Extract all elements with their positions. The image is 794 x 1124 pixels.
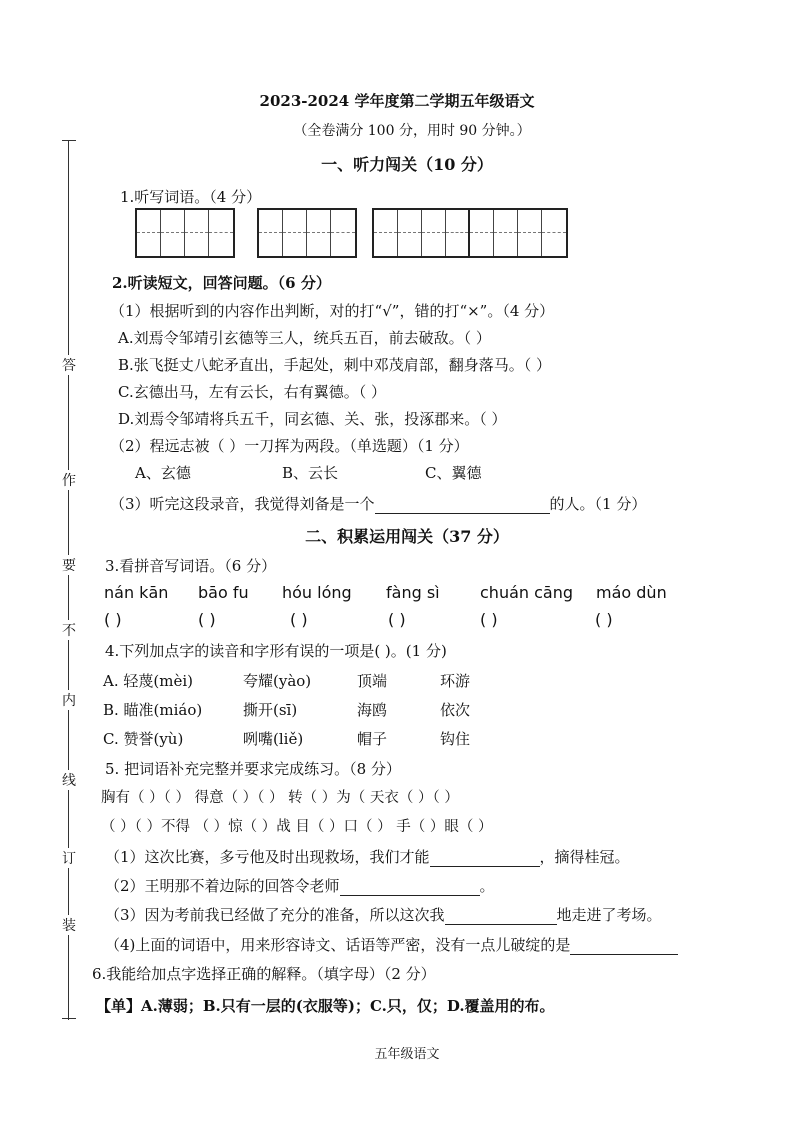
pinyin-3: hóu lóng bbox=[282, 583, 352, 602]
q5-3-prefix: （3）因为考前我已经做了充分的准备，所以这次我 bbox=[105, 906, 445, 924]
option-c-word-4: 钩住 bbox=[440, 730, 471, 748]
question-5-part-1[interactable] bbox=[105, 846, 630, 867]
question-5-part-4[interactable] bbox=[105, 934, 678, 955]
seal-tick bbox=[62, 140, 76, 141]
pinyin-6: máo dùn bbox=[596, 583, 667, 602]
answer-blank[interactable] bbox=[340, 895, 480, 896]
exam-title: 2023-2024 学年度第二学期五年级语文 bbox=[259, 92, 535, 110]
question-4[interactable]: 4.下列加点字的读音和字形有误的一项是( )。(1 分) bbox=[105, 642, 447, 660]
option-b-word-1[interactable]: B. 瞄准(miáo) bbox=[103, 701, 203, 719]
q5-1-suffix: ，摘得桂冠。 bbox=[539, 848, 630, 866]
seal-char: 要 bbox=[58, 555, 80, 575]
question-6: 6.我能给加点字选择正确的解释。（填字母）（2 分） bbox=[92, 965, 436, 983]
question-3: 3.看拼音写词语。（6 分） bbox=[105, 557, 277, 575]
footer-label: 五年级语文 bbox=[374, 1047, 440, 1062]
pinyin-answer-3[interactable]: ( ) bbox=[290, 610, 308, 629]
judge-item-a[interactable]: A.刘焉令邹靖引玄德等三人，统兵五百，前去破敌。（ ） bbox=[118, 329, 491, 347]
idiom-fill-row-1[interactable]: 胸有（ ）（ ） 得意（ ）（ ） 转（ ）为（ 天衣（ ）（ ） bbox=[101, 790, 459, 806]
option-c-word-1[interactable]: C. 赞誉(yù) bbox=[103, 730, 184, 748]
section-2-title: 二、积累运用闯关（37 分） bbox=[305, 527, 509, 546]
answer-blank[interactable] bbox=[570, 954, 678, 955]
q5-2-prefix: （2）王明那不着边际的回答令老师 bbox=[105, 877, 340, 895]
idiom-fill-row-2[interactable]: （ ）（ ）不得 （ ）惊（ ）战 目（ ）口（ ） 手（ ）眼（ ） bbox=[101, 819, 493, 835]
choice-option-a[interactable]: A、玄德 bbox=[135, 464, 191, 482]
section-1-title: 一、听力闯关（10 分） bbox=[321, 155, 493, 174]
pinyin-2: bāo fu bbox=[198, 583, 249, 602]
option-b-word-4: 依次 bbox=[440, 701, 471, 719]
seal-char: 装 bbox=[58, 915, 80, 935]
option-c-word-2: 咧嘴(liě) bbox=[243, 730, 304, 748]
option-b-word-2: 撕开(sī) bbox=[243, 701, 298, 719]
question-2: 2.听读短文，回答问题。（6 分） bbox=[112, 274, 331, 292]
pinyin-1: nán kān bbox=[104, 583, 169, 602]
judge-item-c[interactable]: C.玄德出马，左有云长，右有翼德。（ ） bbox=[118, 383, 386, 401]
dictation-grid-3[interactable] bbox=[372, 208, 568, 258]
question-2-part-2[interactable]: （2）程远志被（ ）一刀挥为两段。（单选题）（1 分） bbox=[110, 437, 469, 455]
option-a-word-1[interactable]: A. 轻蔑(mèi) bbox=[103, 672, 193, 690]
seal-tick bbox=[62, 1018, 76, 1019]
q5-4-prefix: （4)上面的词语中，用来形容诗文、话语等严密，没有一点儿破绽的是 bbox=[105, 936, 571, 954]
seal-char: 线 bbox=[58, 770, 80, 790]
question-5: 5. 把词语补充完整并要求完成练习。（8 分） bbox=[105, 760, 401, 778]
option-a-word-2: 夸耀(yào) bbox=[243, 672, 312, 690]
question-2-part-3[interactable] bbox=[110, 493, 646, 514]
choice-option-c[interactable]: C、翼德 bbox=[425, 464, 482, 482]
answer-blank[interactable] bbox=[430, 866, 540, 867]
question-5-part-2[interactable] bbox=[105, 875, 495, 896]
pinyin-answer-5[interactable]: ( ) bbox=[480, 610, 498, 629]
seal-char: 内 bbox=[58, 690, 80, 710]
choice-option-b[interactable]: B、云长 bbox=[282, 464, 339, 482]
seal-char: 作 bbox=[58, 470, 80, 490]
option-a-word-3: 顶端 bbox=[357, 672, 388, 690]
pinyin-answer-2[interactable]: ( ) bbox=[198, 610, 216, 629]
q5-3-suffix: 地走进了考场。 bbox=[556, 906, 662, 924]
seal-char: 答 bbox=[58, 355, 80, 375]
seal-char: 不 bbox=[58, 620, 80, 640]
judge-item-b[interactable]: B.张飞挺丈八蛇矛直出，手起处，刺中邓茂肩部，翻身落马。（ ） bbox=[118, 356, 552, 374]
answer-blank[interactable] bbox=[445, 924, 557, 925]
pinyin-answer-4[interactable]: ( ) bbox=[388, 610, 406, 629]
question-6-definitions: 【单】A.薄弱；B.只有一层的(衣服等)；C.只，仅；D.覆盖用的布。 bbox=[96, 997, 555, 1015]
pinyin-5: chuán cāng bbox=[480, 583, 574, 602]
pinyin-answer-1[interactable]: ( ) bbox=[104, 610, 122, 629]
exam-subtitle: （全卷满分 100 分，用时 90 分钟。） bbox=[293, 123, 531, 139]
q2-3-prefix: （3）听完这段录音，我觉得刘备是一个 bbox=[110, 495, 375, 513]
dictation-grid-2[interactable] bbox=[257, 208, 357, 258]
option-c-word-3: 帽子 bbox=[357, 730, 388, 748]
option-b-word-3: 海鸥 bbox=[357, 701, 388, 719]
q5-2-suffix: 。 bbox=[479, 877, 495, 895]
seal-char: 订 bbox=[58, 848, 80, 868]
question-5-part-3[interactable] bbox=[105, 904, 662, 925]
pinyin-4: fàng sì bbox=[386, 583, 440, 602]
judge-item-d[interactable]: D.刘焉令邹靖将兵五千，同玄德、关、张，投涿郡来。（ ） bbox=[118, 410, 507, 428]
q5-1-prefix: （1）这次比赛，多亏他及时出现救场，我们才能 bbox=[105, 848, 430, 866]
pinyin-answer-6[interactable]: ( ) bbox=[595, 610, 613, 629]
question-1: 1.听写词语。（4 分） bbox=[120, 188, 262, 206]
question-2-part-1: （1）根据听到的内容作出判断，对的打“√”，错的打“×”。（4 分） bbox=[110, 302, 555, 320]
q2-3-suffix: 的人。（1 分） bbox=[549, 495, 647, 513]
dictation-grid-1[interactable] bbox=[135, 208, 235, 258]
option-a-word-4: 环游 bbox=[440, 672, 471, 690]
answer-blank[interactable] bbox=[375, 513, 550, 514]
binding-seal-line bbox=[68, 140, 69, 1020]
